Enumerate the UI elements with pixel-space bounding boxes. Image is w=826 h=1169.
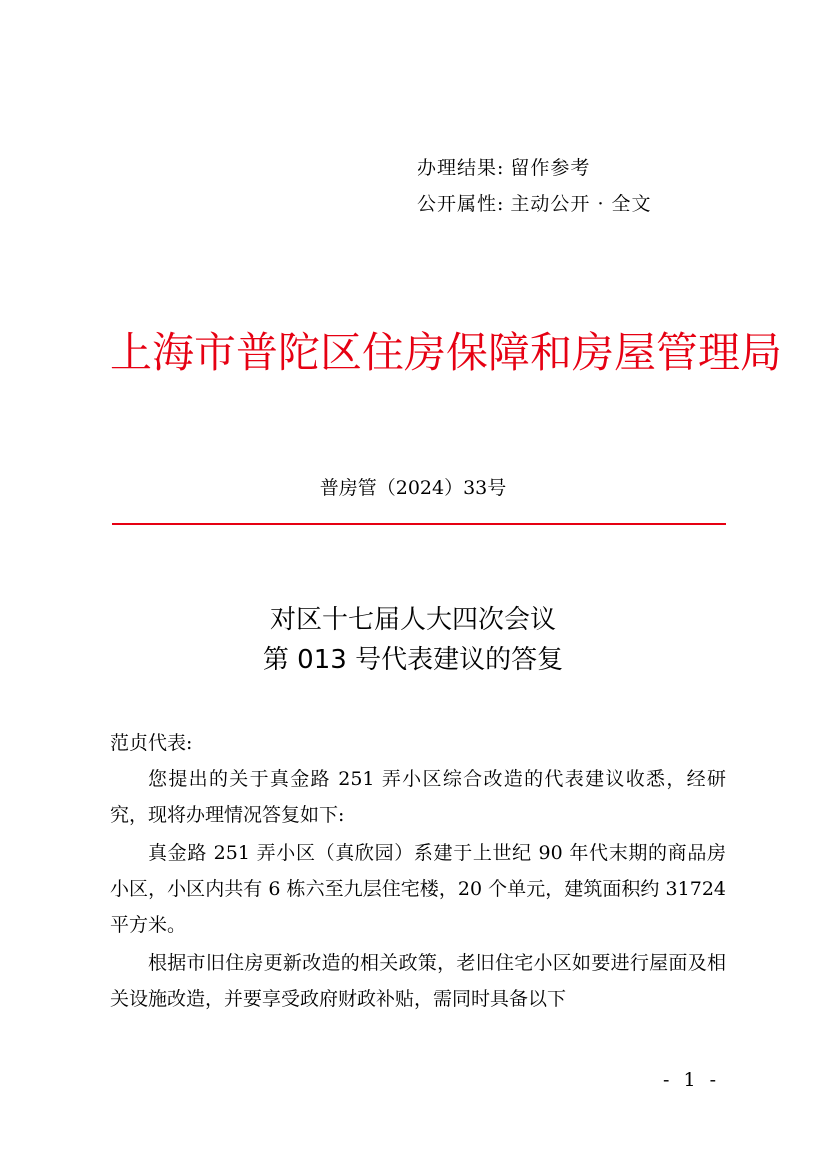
page-number: - 1 - <box>662 1069 720 1091</box>
handling-result-value: 留作参考 <box>510 157 591 179</box>
handling-result-label: 办理结果: <box>417 157 505 179</box>
reply-title-line-2: 第 013 号代表建议的答复 <box>262 645 564 675</box>
reply-title <box>0 600 826 680</box>
body-text <box>110 725 726 1017</box>
disclosure-label: 公开属性: <box>417 193 505 215</box>
handling-result-row <box>417 150 652 186</box>
disclosure-value: 主动公开 · 全文 <box>510 193 652 215</box>
document-meta <box>417 150 652 222</box>
red-divider-line <box>112 523 726 525</box>
body-paragraph-3: 根据市旧住房更新改造的相关政策，老旧住宅小区如要进行屋面及相关设施改造，并要享受政府财政补贴，需同时具备以下 <box>110 952 726 1010</box>
disclosure-row <box>417 186 652 222</box>
reply-title-line-1: 对区十七届人大四次会议 <box>269 605 556 635</box>
salutation: 范贞代表: <box>110 732 193 754</box>
body-paragraph-1: 您提出的关于真金路 251 弄小区综合改造的代表建议收悉，经研究，现将办理情况答复如下: <box>110 768 726 826</box>
agency-header-title: 上海市普陀区住房保障和房屋管理局 <box>110 328 783 377</box>
body-paragraph-2: 真金路 251 弄小区（真欣园）系建于上世纪 90 年代末期的商品房小区，小区内共有 6 栋六至九层住宅楼，20 个单元，建筑面积约 31724 平方米。 <box>110 842 726 936</box>
document-number: 普房管（2024）33号 <box>319 477 507 499</box>
